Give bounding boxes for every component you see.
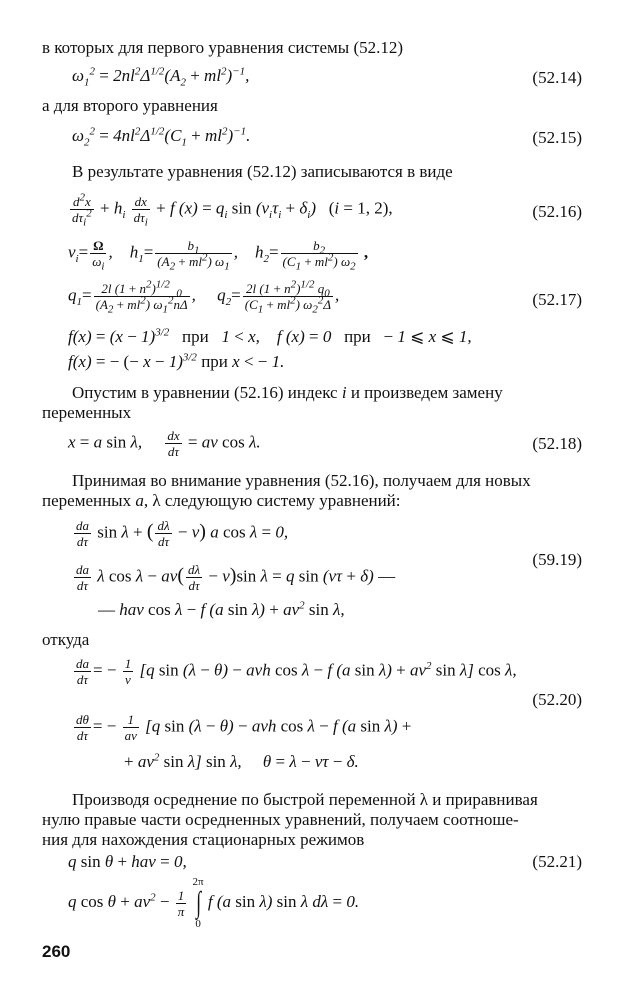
text-line-2: а для второго уравнения (42, 96, 218, 115)
text-line-7d: ния для нахождения стационарных режимов (42, 830, 365, 849)
equation-number: (59.19) (532, 550, 582, 569)
equation-number: (52.18) (532, 434, 582, 453)
equation-52-20-line3: + $a\nu^2$ sin λ] sin λ, θ = λ − ντ − δ. (124, 751, 359, 771)
word-pri-2: при (201, 352, 228, 371)
equation-number: (52.17) (532, 290, 582, 309)
equation-nu-h: $\nu_i=$ $\frac{\Omega}{\omega_i}$ , $h_1=$ $\frac{b_1}{(A_2 + ml^2) \omega_1}$ , $h_2=$ $\frac{b_2}{(C_1 + ml^2) \omega_2}$ , (68, 238, 369, 273)
text-line-7c: нулю правые части осредненных уравнений, получаем соотноше- (42, 810, 519, 829)
equation-52-15: $\omega_2^2 = 4nl^2\Delta^{1/2}(C_1 + ml^2)^{-1}$. (72, 125, 251, 149)
equation-59-19-line1: $\frac{da}{d\tau}$ sin λ + ( $\frac{d\lambda}{d\tau}$ − ν) a cos λ = 0, (76, 518, 289, 549)
equation-52-21-line2: q $\cos \theta + a\nu^2$ − $\frac{1}{\pi}$ 2π ∫ 0 f (a sin λ) sin λ dλ = 0. (68, 876, 360, 930)
text-line-3: В результате уравнения (52.12) записываются в виде (72, 162, 453, 181)
text-line-5a: Принимая во внимание уравнения (52.16), получаем для новых (72, 471, 531, 490)
equation-52-21-line1: q sin θ + haν = 0, (68, 852, 187, 871)
equation-number: (52.20) (532, 690, 582, 709)
text-line-4c: переменных (42, 403, 132, 422)
equation-fx-2: f(x) = − (− x − 1)$^{3/2}$ при x < − 1. (68, 351, 285, 371)
equation-52-17: $q_1=$ $\frac{2l (1 + n^2)^{1/2} _0}{(A_2 + ml^2) \omega_1^2n\Delta}$ , $q_2=$ $\frac{2l (1 + n^2)^{1/2} q_0}{(C_1 + ml^2) \omega_2^2\Delta}$ , (68, 278, 340, 316)
equation-52-14: $\omega_1^2 = 2nl^2\Delta^{1/2}(A_2 + ml^2)^{-1}$, (72, 65, 250, 89)
equation-number: (52.15) (532, 128, 582, 147)
equation-52-16: $\frac{d^2x}{d\tau_i^2}$ + $h_i$ $\frac{dx}{d\tau_i}$ + f $(x) = q_i$ $\sin (\nu_i\tau_i + \delta_i) (i = 1$, 2), (72, 191, 393, 229)
text-line-1: в которых для первого уравнения системы (52.12) (42, 38, 404, 57)
equation-number: (52.14) (532, 68, 582, 87)
integral-sign: 2π ∫ 0 (192, 876, 204, 930)
page-number: 260 (42, 942, 71, 961)
equation-number: (52.16) (532, 202, 582, 221)
equation-fx-1: $f(x) = (x - 1)^{3/2}$ при 1 < x, f (x) = 0 при − 1 ⩽ x ⩽ 1, (68, 326, 472, 346)
equation-52-20-line1: $\frac{da}{d\tau}$ = − $\frac{1}{\nu}$ [q sin (λ − θ) − aνh cos λ − f (a $\sin \lambda) + a\nu^2$ sin λ] cos λ, (76, 656, 517, 687)
word-pri: при (182, 327, 209, 346)
equation-52-20-line2: $\frac{d\theta}{d\tau}$ = − $\frac{1}{a\nu}$ [q sin (λ − θ) − aνh cos λ − f (a sin λ) + (76, 712, 412, 743)
text-line-7a: Производя осреднение по быстрой переменной λ и приравнивая (72, 790, 538, 809)
text-line-6: откуда (42, 630, 90, 649)
text-line-5b: переменных a, λ следующую систему уравнений: (42, 491, 401, 510)
equation-52-18: x = a sin λ, $\frac{dx}{d\tau}$ = aν cos λ. (68, 428, 261, 459)
text-line-4a: Опустим в уравнении (52.16) индекс i и произведем замену (72, 383, 503, 402)
equation-59-19-line3: — haν cos λ − f (a $\sin \lambda) + a\nu^2$ sin λ, (98, 599, 345, 619)
equation-number: (52.21) (532, 852, 582, 871)
equation-59-19-line2: $\frac{da}{d\tau}$ λ cos λ − aν( $\frac{d\lambda}{d\tau}$ − ν)sin λ = q sin (ντ + δ) — (76, 562, 396, 593)
